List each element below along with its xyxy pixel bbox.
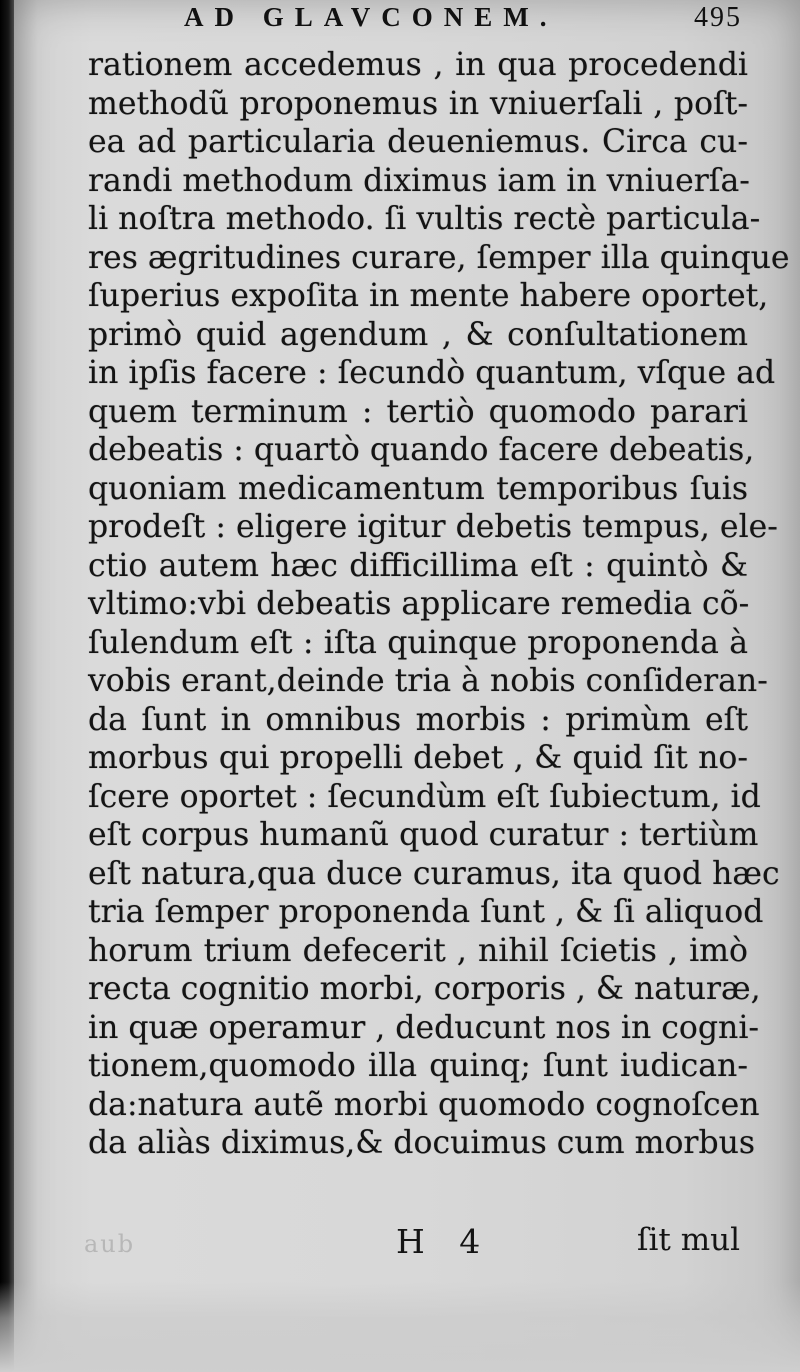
book-page xyxy=(14,0,800,1372)
text-line: in ipſis facere : ſecundò quantum, vſque ad xyxy=(88,355,776,391)
text-line: vltimo:vbi debeatis applicare remedia cõ- xyxy=(88,586,750,622)
running-title: AD GLAVCONEM. xyxy=(184,2,558,32)
catchword: ſit mul xyxy=(637,1222,740,1258)
running-head xyxy=(164,2,800,36)
text-line: eſt corpus humanũ quod curatur : tertiùm xyxy=(88,817,759,853)
signature-mark: H 4 xyxy=(396,1222,493,1261)
text-line: da:natura autẽ morbi quomodo cognoſcen xyxy=(88,1086,760,1123)
text-line: eſt natura,qua duce curamus, ita quod hæc xyxy=(88,855,780,892)
text-line: ſuperius expoſita in mente habere oportet, xyxy=(88,278,769,314)
text-line: ea ad particularia deueniemus. Circa cu- xyxy=(88,124,748,160)
text-line: horum trium defecerit , nihil ſcietis , imò xyxy=(88,932,748,969)
text-line: ſcere oportet : ſecundùm eſt ſubiectum, id xyxy=(88,778,761,815)
text-line: methodũ proponemus in vniuerſali , poſt- xyxy=(88,85,748,122)
text-line: debeatis : quartò quando facere debeatis, xyxy=(88,432,755,468)
text-line: li noſtra methodo. ſi vultis rectè particula- xyxy=(88,201,761,237)
text-line: randi methodum diximus iam in vniuerſa- xyxy=(88,162,750,199)
text-line: prodeſt : eligere igitur debetis tempus, ele- xyxy=(88,509,778,545)
page-footer xyxy=(84,1222,744,1266)
text-line: da ſunt in omnibus morbis : primùm eſt xyxy=(88,701,748,738)
text-line: tionem,quomodo illa quinq; ſunt iudican- xyxy=(88,1048,748,1084)
text-line: ſulendum eſt : iſta quinque proponenda à xyxy=(88,624,748,661)
body-text xyxy=(88,46,790,1163)
text-line: vobis erant,deinde tria à nobis conſideran- xyxy=(88,663,768,699)
bleed-through-text: aub xyxy=(84,1230,136,1258)
text-line: recta cognitio morbi, corporis , & naturæ, xyxy=(88,971,761,1007)
page-number: 495 xyxy=(694,2,742,33)
text-line: primò quid agendum , & conſultationem xyxy=(88,316,748,353)
text-line: res ægritudines curare, ſemper illa quinque xyxy=(88,239,790,276)
text-line: rationem accedemus , in qua procedendi xyxy=(88,47,748,83)
text-line: ctio autem hæc difficillima eſt : quintò & xyxy=(88,547,748,584)
text-line: morbus qui propelli debet , & quid ſit no- xyxy=(88,740,748,776)
text-line: da aliàs diximus,& docuimus cum morbus xyxy=(88,1125,756,1161)
scan-bottom-shading xyxy=(0,1282,800,1372)
text-line: quem terminum : tertiò quomodo parari xyxy=(88,393,748,430)
text-line: in quæ operamur , deducunt nos in cogni- xyxy=(88,1009,760,1046)
text-line: quoniam medicamentum temporibus ſuis xyxy=(88,470,748,507)
text-line: tria ſemper proponenda ſunt , & ſi aliquod xyxy=(88,894,764,930)
page-edge-shadow xyxy=(0,0,14,1372)
